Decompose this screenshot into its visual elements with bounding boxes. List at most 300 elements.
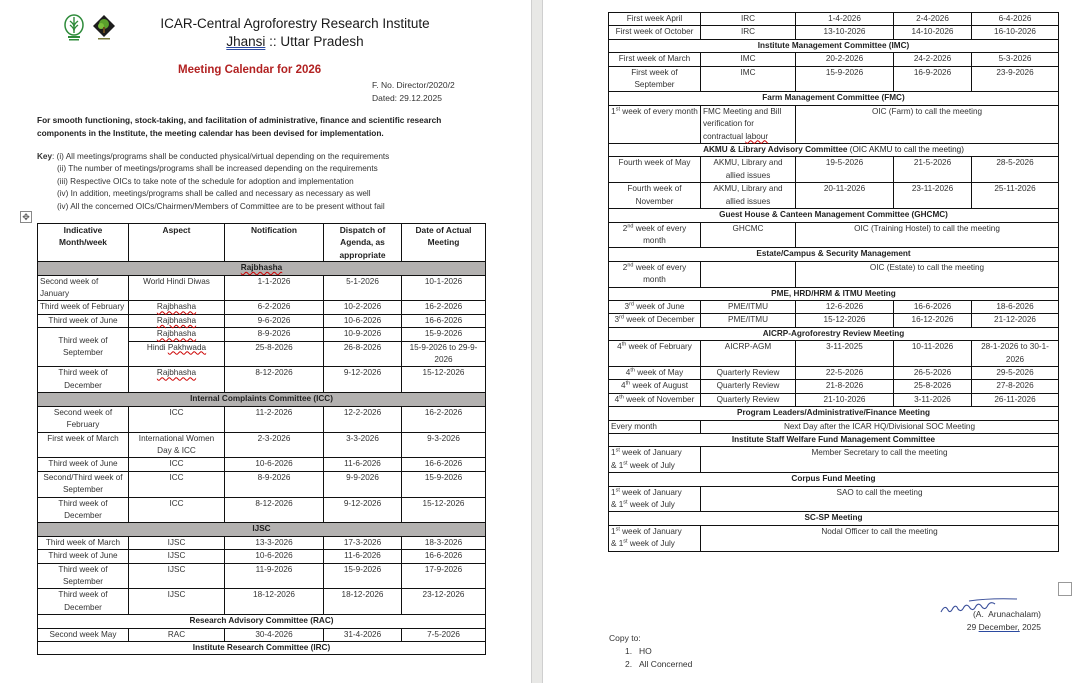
ordinal-number: & 1 — [611, 460, 624, 470]
table-row — [38, 406, 486, 432]
table-row — [609, 53, 1059, 66]
cell-notification: 13-10-2026 — [796, 26, 894, 39]
cell-aspect: GHCMC — [701, 222, 796, 248]
cell-meeting-date: 16-6-2026 — [402, 458, 486, 471]
col-header-aspect: Aspect — [129, 224, 225, 262]
aspect-text-squiggle: Pakhwada — [167, 342, 207, 352]
cell-dispatch: 10-11-2026 — [894, 341, 972, 367]
ordinal-number: 2 — [622, 262, 628, 272]
week-line — [611, 447, 698, 459]
week-text: week of June — [633, 301, 685, 311]
cell-notification: 1-1-2026 — [225, 275, 324, 301]
ordinal-suffix: nd — [627, 261, 634, 268]
section-title: Guest House & Canteen Management Committee (GHCMC) — [609, 209, 1059, 222]
ordinal-suffix: nd — [627, 222, 634, 229]
location-city: Jhansi — [226, 34, 266, 49]
cell-dispatch: 23-11-2026 — [894, 183, 972, 209]
col-header-dispatch: Dispatch of Agenda, as appropriate — [324, 224, 402, 262]
cell-week — [609, 300, 701, 313]
cell-notification: 9-6-2026 — [225, 314, 324, 327]
cell-notification: 2-3-2026 — [225, 432, 324, 458]
week-text: week of December — [623, 315, 695, 325]
cafri-logo-icon — [92, 14, 116, 42]
table-row — [609, 447, 1059, 473]
week-text: week of August — [630, 381, 688, 391]
institute-location — [140, 33, 450, 51]
cell-week — [609, 447, 701, 473]
cell-meeting-date: 18-3-2026 — [402, 536, 486, 549]
section-title: IJSC — [38, 523, 486, 536]
cell-meeting-date: 15-12-2026 — [402, 367, 486, 393]
cell-dispatch: 3-11-2026 — [894, 393, 972, 406]
cell-week: First week of March — [609, 53, 701, 66]
aspect-text: Rajbhasha — [156, 302, 197, 312]
cell-aspect: IJSC — [129, 589, 225, 615]
cell-week — [609, 393, 701, 406]
cell-notification: 11-2-2026 — [225, 406, 324, 432]
cell-week: Third week of December — [38, 589, 129, 615]
section-ijsc — [38, 523, 486, 536]
table-row — [38, 589, 486, 615]
cell-notification: 19-5-2026 — [796, 157, 894, 183]
table-row — [609, 300, 1059, 313]
section-title: Institute Management Committee (IMC) — [609, 39, 1059, 52]
cell-note: Member Secretary to call the meeting — [701, 447, 1059, 473]
cell-meeting-date: 21-12-2026 — [972, 314, 1059, 327]
col-header-meeting-date: Date of Actual Meeting — [402, 224, 486, 262]
cell-aspect: Quarterly Review — [701, 380, 796, 393]
table-row — [609, 26, 1059, 39]
table-row — [38, 367, 486, 393]
table-row — [609, 13, 1059, 26]
cell-aspect: ICC — [129, 458, 225, 471]
cell-week: Second/Third week of September — [38, 471, 129, 497]
week-text: week of July — [627, 460, 675, 470]
cell-week: Third week of September — [38, 328, 129, 367]
cell-meeting-date: 25-11-2026 — [972, 183, 1059, 209]
cell-notification: 20-11-2026 — [796, 183, 894, 209]
table-row — [609, 525, 1059, 551]
cell-notification: 15-12-2026 — [796, 314, 894, 327]
aspect-text: Rajbhasha — [156, 368, 197, 378]
key-list — [37, 151, 487, 213]
section-sc-sp — [609, 512, 1059, 525]
cell-week — [609, 105, 701, 143]
cell-aspect: IJSC — [129, 563, 225, 589]
cell-meeting-date: 5-3-2026 — [972, 53, 1059, 66]
cell-notification: 3-11-2025 — [796, 341, 894, 367]
cell-aspect: AICRP-AGM — [701, 341, 796, 367]
cell-week: Every month — [609, 420, 701, 433]
cell-week: Third week of December — [38, 367, 129, 393]
cell-note: Next Day after the ICAR HQ/Divisional SOC Meeting — [701, 420, 1059, 433]
signature-date — [937, 621, 1041, 634]
ordinal-suffix: st — [615, 526, 620, 533]
ordinal-suffix: st — [623, 538, 628, 545]
cell-dispatch: 21-5-2026 — [894, 157, 972, 183]
cell-dispatch: 26-8-2026 — [324, 341, 402, 367]
week-text: week of July — [627, 500, 675, 510]
cell-meeting-date: 16-2-2026 — [402, 301, 486, 314]
cell-notification: 11-9-2026 — [225, 563, 324, 589]
cell-week — [609, 366, 701, 379]
week-text: week of July — [627, 539, 675, 549]
key-item: (iv) All the concerned OICs/Chairmen/Members of Committee are to be present without fail — [57, 201, 385, 211]
week-text: week of every month — [633, 223, 689, 245]
table-row — [38, 563, 486, 589]
key-item: (iv) In addition, meetings/programs shall be called and necessary as necessary as well — [57, 189, 371, 199]
cell-dispatch: 31-4-2026 — [324, 628, 402, 641]
ordinal-suffix: st — [615, 447, 620, 454]
cell-aspect — [129, 314, 225, 327]
cell-notification: 8-9-2026 — [225, 328, 324, 341]
cell-week — [609, 525, 701, 551]
key-label: Key — [37, 152, 53, 161]
cell-week: Third week of June — [38, 314, 129, 327]
cell-dispatch: 9-12-2026 — [324, 497, 402, 523]
cell-notification: 10-6-2026 — [225, 458, 324, 471]
ordinal-number: 4 — [621, 381, 626, 391]
week-text: week of February — [626, 342, 692, 352]
cell-aspect: ICC — [129, 497, 225, 523]
cell-dispatch: 10-2-2026 — [324, 301, 402, 314]
ordinal-suffix: th — [619, 394, 624, 401]
section-fmc — [609, 92, 1059, 105]
cell-notification: 15-9-2026 — [796, 66, 894, 92]
cell-aspect: ICC — [129, 406, 225, 432]
signatory-name: (A. Arunachalam) — [972, 609, 1041, 619]
table-row — [609, 420, 1059, 433]
ordinal-number: 1 — [611, 487, 616, 497]
section-title: Institute Research Committee (IRC) — [38, 642, 486, 655]
key-item: (ii) The number of meetings/programs shall be increased depending on the requirements — [57, 164, 378, 174]
cell-week — [609, 261, 701, 287]
aspect-text: FMC Meeting and Bill verification for contractual — [703, 106, 782, 141]
cell-dispatch: 15-9-2026 — [324, 563, 402, 589]
section-ghcmc — [609, 209, 1059, 222]
section-title: AKMU & Library Advisory Committee — [703, 145, 848, 155]
cell-dispatch: 16-12-2026 — [894, 314, 972, 327]
cell-meeting-date: 10-1-2026 — [402, 275, 486, 301]
cell-meeting-date: 16-6-2026 — [402, 314, 486, 327]
document-page-1 — [0, 0, 531, 683]
cell-dispatch: 18-12-2026 — [324, 589, 402, 615]
cell-dispatch: 10-9-2026 — [324, 328, 402, 341]
cell-meeting-date: 28-1-2026 to 30-1-2026 — [972, 341, 1059, 367]
cell-dispatch: 26-5-2026 — [894, 366, 972, 379]
table-row — [38, 536, 486, 549]
cell-notification: 30-4-2026 — [225, 628, 324, 641]
page-separator — [531, 0, 543, 683]
cell-aspect: AKMU, Library and allied issues — [701, 183, 796, 209]
cell-notification: 8-12-2026 — [225, 497, 324, 523]
cell-aspect: Quarterly Review — [701, 393, 796, 406]
cell-week — [609, 341, 701, 367]
cell-meeting-date: 18-6-2026 — [972, 300, 1059, 313]
cell-week: Fourth week of November — [609, 183, 701, 209]
key-item-text: (i) All meetings/programs shall be conducted physical/virtual depending on the requirements — [56, 152, 390, 161]
cell-aspect: ICC — [129, 471, 225, 497]
cell-week: Third week of June — [38, 458, 129, 471]
cell-note: OIC (Estate) to call the meeting — [796, 261, 1059, 287]
table-row — [609, 380, 1059, 393]
cell-aspect: RAC — [129, 628, 225, 641]
section-rajbhasha — [38, 262, 486, 275]
cell-meeting-date: 26-11-2026 — [972, 393, 1059, 406]
cell-meeting-date: 28-5-2026 — [972, 157, 1059, 183]
cell-dispatch: 9-12-2026 — [324, 367, 402, 393]
cell-meeting-date: 7-5-2026 — [402, 628, 486, 641]
section-icc — [38, 393, 486, 406]
week-line — [611, 487, 698, 499]
cell-meeting-date: 23-9-2026 — [972, 66, 1059, 92]
cell-aspect: World Hindi Diwas — [129, 275, 225, 301]
table-row — [38, 550, 486, 563]
ordinal-suffix: th — [625, 380, 631, 387]
cell-meeting-date: 6-4-2026 — [972, 13, 1059, 26]
section-note: (OIC AKMU to call the meeting) — [847, 145, 964, 155]
table-row — [609, 261, 1059, 287]
cell-dispatch: 3-3-2026 — [324, 432, 402, 458]
ordinal-number: 1 — [611, 526, 616, 536]
cell-meeting-date: 15-9-2026 to 29-9-2026 — [402, 341, 486, 367]
table-row — [38, 301, 486, 314]
section-title: Internal Complaints Committee (ICC) — [38, 393, 486, 406]
section-title: Program Leaders/Administrative/Finance Meeting — [609, 407, 1059, 420]
cell-week: Second week of February — [38, 406, 129, 432]
cell-week: First week of March — [38, 432, 129, 458]
cell-aspect: IMC — [701, 53, 796, 66]
location-separator: :: — [265, 34, 281, 49]
item-label: All Concerned — [639, 659, 693, 669]
icar-logo-icon — [62, 14, 86, 42]
cell-meeting-date: 15-9-2026 — [402, 328, 486, 341]
cell-dispatch: 11-6-2026 — [324, 458, 402, 471]
ordinal-number: 3 — [614, 315, 620, 325]
file-number: F. No. Director/2020/2 — [372, 80, 455, 90]
aspect-text: Rajbhasha — [156, 329, 197, 339]
ordinal-number: 2 — [622, 223, 628, 233]
date-month: December, — [978, 622, 1020, 632]
cell-aspect — [701, 105, 796, 143]
ordinal-number: 1 — [611, 448, 616, 458]
cell-aspect: IJSC — [129, 550, 225, 563]
table-row — [609, 393, 1059, 406]
cell-note: Nodal Officer to call the meeting — [701, 525, 1059, 551]
table-row — [38, 471, 486, 497]
copy-to-item — [625, 645, 692, 658]
cell-week — [609, 380, 701, 393]
cell-meeting-date: 15-12-2026 — [402, 497, 486, 523]
table-row — [38, 314, 486, 327]
table-row — [609, 66, 1059, 92]
cell-meeting-date: 23-12-2026 — [402, 589, 486, 615]
cell-dispatch: 11-6-2026 — [324, 550, 402, 563]
dated: Dated: 29.12.2025 — [372, 93, 442, 103]
cell-aspect — [129, 301, 225, 314]
intro-paragraph: For smooth functioning, stock-taking, and facilitation of administrative, finance and scientific research components in the Institute, the meeting calendar has been devised for implementation. — [37, 115, 442, 138]
cell-dispatch: 12-2-2026 — [324, 406, 402, 432]
cell-week: Fourth week of May — [609, 157, 701, 183]
copy-to-label: Copy to: — [609, 633, 641, 643]
key-item: Key: (i) All meetings/programs shall be conducted physical/virtual depending on the requirements — [37, 152, 390, 161]
item-number: 1. — [625, 646, 633, 656]
ordinal-number: 4 — [625, 367, 631, 377]
cell-meeting-date: 17-9-2026 — [402, 563, 486, 589]
section-title: SC-SP Meeting — [609, 512, 1059, 525]
cell-week: First week of October — [609, 26, 701, 39]
week-text: week of January — [619, 448, 682, 458]
week-line — [611, 526, 698, 538]
cell-meeting-date: 9-3-2026 — [402, 432, 486, 458]
table-row — [609, 157, 1059, 183]
week-text: week of every month — [633, 262, 689, 285]
section-corpus-fund — [609, 473, 1059, 486]
cell-meeting-date: 27-8-2026 — [972, 380, 1059, 393]
section-title: AICRP-Agroforestry Review Meeting — [609, 327, 1059, 340]
section-program-leaders — [609, 407, 1059, 420]
cell-dispatch: 10-6-2026 — [324, 314, 402, 327]
cell-week: Third week of September — [38, 563, 129, 589]
section-irc — [38, 642, 486, 655]
table-row — [38, 432, 486, 458]
table-row — [609, 341, 1059, 367]
table-row — [609, 222, 1059, 248]
cell-aspect — [129, 341, 225, 367]
cell-aspect: IRC — [701, 13, 796, 26]
table-row — [38, 497, 486, 523]
cell-dispatch: 5-1-2026 — [324, 275, 402, 301]
ordinal-number: & 1 — [611, 500, 624, 510]
cell-aspect — [129, 328, 225, 341]
section-title-cell — [609, 144, 1059, 157]
table-row — [609, 183, 1059, 209]
cell-dispatch: 16-6-2026 — [894, 300, 972, 313]
cell-dispatch: 17-3-2026 — [324, 536, 402, 549]
institute-name: ICAR-Central Agroforestry Research Institute — [160, 16, 430, 31]
meeting-calendar-table-part-1 — [37, 223, 486, 655]
ordinal-suffix: rd — [619, 314, 624, 321]
ordinal-suffix: rd — [629, 301, 634, 308]
section-aicrp — [609, 327, 1059, 340]
table-row — [38, 275, 486, 301]
section-akmu — [609, 144, 1059, 157]
logos — [62, 14, 116, 42]
key-item: (iii) Respective OICs to take note of the schedule for adoption and implementation — [57, 176, 354, 186]
week-text: week of January — [619, 487, 682, 497]
cell-notification: 21-10-2026 — [796, 393, 894, 406]
cell-aspect: AKMU, Library and allied issues — [701, 157, 796, 183]
table-row — [609, 366, 1059, 379]
ordinal-number: 3 — [624, 301, 630, 311]
cell-aspect: IJSC — [129, 536, 225, 549]
cell-note: OIC (Farm) to call the meeting — [796, 105, 1059, 143]
week-text: week of January — [619, 526, 682, 536]
cell-notification: 10-6-2026 — [225, 550, 324, 563]
table-resize-handle[interactable] — [1058, 582, 1072, 596]
section-title: Corpus Fund Meeting — [609, 473, 1059, 486]
section-title: Farm Management Committee (FMC) — [609, 92, 1059, 105]
cell-week: Second week of January — [38, 275, 129, 301]
ordinal-number: & 1 — [611, 539, 624, 549]
cell-aspect: PME/ITMU — [701, 314, 796, 327]
cell-notification: 12-6-2026 — [796, 300, 894, 313]
cell-aspect: IMC — [701, 66, 796, 92]
ordinal-suffix: st — [623, 460, 628, 467]
aspect-text: Rajbhasha — [156, 315, 197, 325]
item-label: HO — [639, 646, 652, 656]
week-text: week of November — [623, 394, 695, 404]
section-title: Institute Staff Welfare Fund Management Committee — [609, 434, 1059, 447]
cell-dispatch: 14-10-2026 — [894, 26, 972, 39]
section-staff-welfare — [609, 434, 1059, 447]
section-title: PME, HRD/HRM & ITMU Meeting — [609, 287, 1059, 300]
section-pme — [609, 287, 1059, 300]
ordinal-suffix: st — [615, 486, 620, 493]
cell-dispatch: 24-2-2026 — [894, 53, 972, 66]
cell-notification: 25-8-2026 — [225, 341, 324, 367]
ordinal-number: 4 — [617, 342, 622, 352]
cell-aspect: International Women Day & ICC — [129, 432, 225, 458]
cell-notification: 8-9-2026 — [225, 471, 324, 497]
week-text: week of every month — [620, 106, 698, 116]
table-row — [38, 328, 486, 341]
ordinal-suffix: st — [623, 499, 628, 506]
copy-to-item — [625, 658, 692, 671]
cell-notification: 1-4-2026 — [796, 13, 894, 26]
aspect-text-squiggle: labour — [745, 131, 769, 141]
col-header-notification: Notification — [225, 224, 324, 262]
cell-notification: 22-5-2026 — [796, 366, 894, 379]
cell-week: Third week of March — [38, 536, 129, 549]
calendar-title: Meeting Calendar for 2026 — [178, 64, 322, 76]
cell-aspect — [129, 367, 225, 393]
table-move-handle-icon[interactable]: ✥ — [20, 211, 32, 223]
table-row — [609, 105, 1059, 143]
date-day: 29 — [966, 622, 979, 632]
cell-meeting-date: 15-9-2026 — [402, 471, 486, 497]
section-title: Estate/Campus & Security Management — [609, 248, 1059, 261]
section-imc — [609, 39, 1059, 52]
cell-aspect: Quarterly Review — [701, 366, 796, 379]
institute-header — [140, 15, 450, 51]
cell-meeting-date: 29-5-2026 — [972, 366, 1059, 379]
table-row — [38, 628, 486, 641]
cell-week: Third week of February — [38, 301, 129, 314]
cell-week — [609, 222, 701, 248]
section-title: Rajbhasha — [240, 263, 283, 273]
week-text: week of May — [634, 367, 684, 377]
cell-notification: 6-2-2026 — [225, 301, 324, 314]
week-line — [611, 499, 698, 511]
table-header-row — [38, 224, 486, 262]
cell-aspect: PME/ITMU — [701, 300, 796, 313]
cell-notification: 18-12-2026 — [225, 589, 324, 615]
section-estate — [609, 248, 1059, 261]
meeting-calendar-table-part-2 — [608, 12, 1059, 552]
table-row — [38, 458, 486, 471]
cell-note: SAO to call the meeting — [701, 486, 1059, 512]
ordinal-suffix: th — [621, 341, 627, 348]
item-number: 2. — [625, 659, 633, 669]
cell-week — [609, 486, 701, 512]
date-year: 2025 — [1019, 622, 1041, 632]
cell-meeting-date: 16-2-2026 — [402, 406, 486, 432]
ordinal-suffix: st — [615, 106, 620, 113]
col-header-week: Indicative Month/week — [38, 224, 129, 262]
aspect-text: Hindi — [146, 342, 168, 352]
cell-notification: 13-3-2026 — [225, 536, 324, 549]
